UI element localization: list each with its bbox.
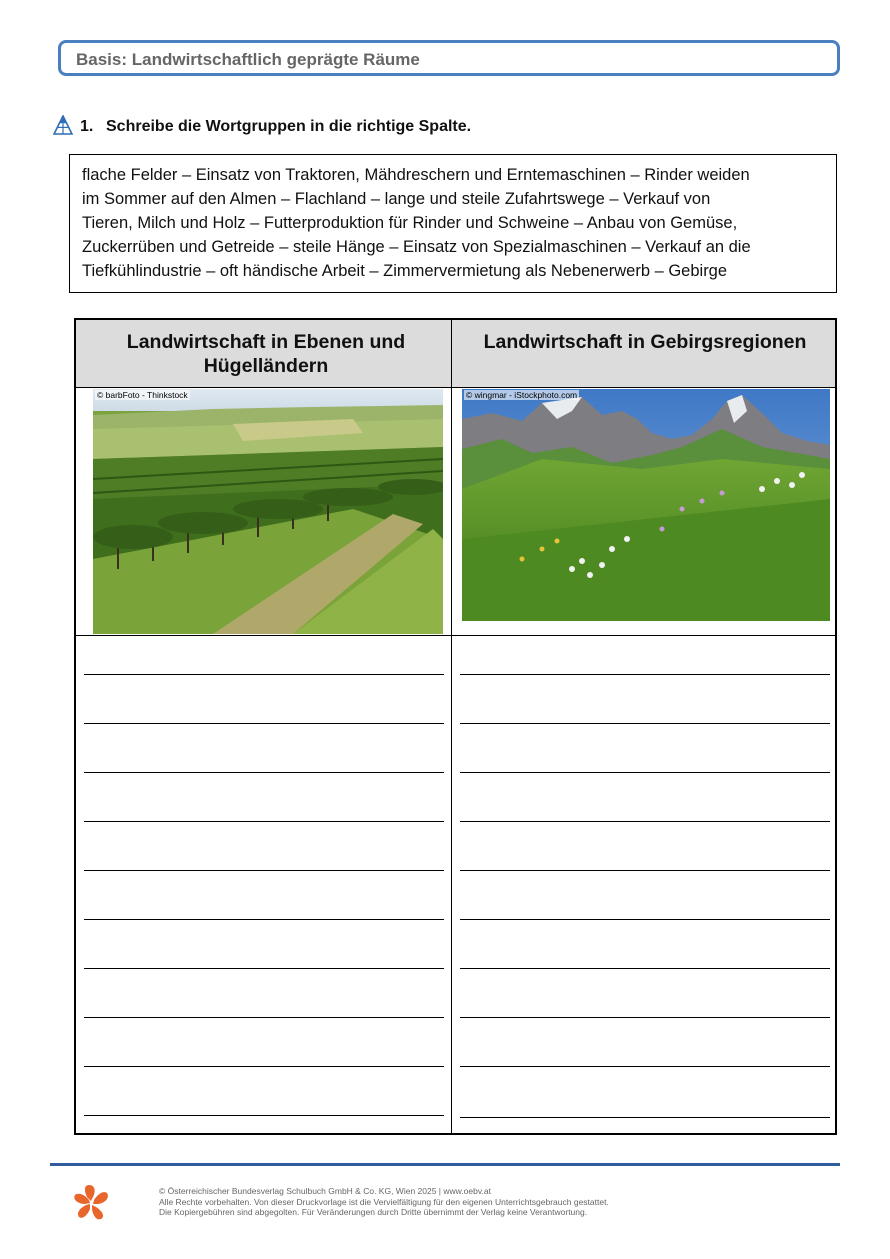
answer-line-left[interactable] <box>84 1115 444 1116</box>
answer-line-left[interactable] <box>84 870 444 871</box>
column-heading-mountains: Landwirtschaft in Gebirgsregionen <box>483 331 807 353</box>
answer-line-right[interactable] <box>460 919 830 920</box>
answer-line-left[interactable] <box>84 723 444 724</box>
footer-rule <box>50 1163 840 1166</box>
image-row-divider <box>76 635 835 636</box>
task-number: 1. <box>80 118 94 135</box>
word-bank-line: Tiefkühlindustrie – oft händische Arbeit – Zimmervermietung als Nebenerwerb – Gebirge <box>82 262 728 280</box>
answer-line-right[interactable] <box>460 1017 830 1018</box>
answer-line-right[interactable] <box>460 723 830 724</box>
footer-line: Die Kopiergebühren sind abgegolten. Für Veränderungen durch Dritte übernimmt der Verlag keine Verantwortung. <box>159 1207 588 1217</box>
answer-line-right[interactable] <box>460 870 830 871</box>
answer-line-right[interactable] <box>460 1117 830 1118</box>
photo-credit-right: © wingmar - iStockphoto.com <box>466 390 578 400</box>
word-bank-line: flache Felder – Einsatz von Traktoren, Mähdreschern und Erntemaschinen – Rinder weiden <box>82 166 750 184</box>
alpine-meadow-photo <box>462 389 830 621</box>
word-bank-line: Zuckerrüben und Getreide – steile Hänge – Einsatz von Spezialmaschinen – Verkauf an die <box>82 238 751 256</box>
sorting-table <box>74 318 837 1135</box>
photo-credit-left: © barbFoto - Thinkstock <box>97 390 188 400</box>
answer-line-right[interactable] <box>460 821 830 822</box>
column-heading-plains: Landwirtschaft in Ebenen und Hügelländern <box>126 331 406 377</box>
table-header-row <box>76 320 835 388</box>
oebv-logo-icon <box>71 1183 111 1223</box>
word-bank <box>69 154 837 293</box>
word-bank-line: im Sommer auf den Almen – Flachland – lange und steile Zufahrtswege – Verkauf von <box>82 190 711 208</box>
answer-line-right[interactable] <box>460 968 830 969</box>
header-box <box>58 40 840 76</box>
footer-copyright <box>159 1186 609 1218</box>
answer-line-right[interactable] <box>460 674 830 675</box>
answer-line-left[interactable] <box>84 821 444 822</box>
answer-line-right[interactable] <box>460 1066 830 1067</box>
page-title: Basis: Landwirtschaftlich geprägte Räume <box>76 50 420 69</box>
answer-line-left[interactable] <box>84 968 444 969</box>
answer-line-left[interactable] <box>84 919 444 920</box>
answer-line-left[interactable] <box>84 772 444 773</box>
answer-line-left[interactable] <box>84 1066 444 1067</box>
footer-line: © Österreichischer Bundesverlag Schulbuch GmbH & Co. KG, Wien 2025 | www.oebv.at <box>159 1186 491 1196</box>
column-divider <box>451 320 452 1133</box>
answer-line-right[interactable] <box>460 772 830 773</box>
vineyard-photo <box>93 389 443 634</box>
word-bank-line: Tieren, Milch und Holz – Futterproduktion für Rinder und Schweine – Anbau von Gemüse, <box>82 214 738 232</box>
footer-line: Alle Rechte vorbehalten. Von dieser Druckvorlage ist die Vervielfältigung für den eigenen Unterrichtsgebrauch gestattet. <box>159 1196 609 1207</box>
pyramid-level-icon <box>53 115 73 135</box>
answer-line-left[interactable] <box>84 1017 444 1018</box>
answer-line-left[interactable] <box>84 674 444 675</box>
task-instruction: Schreibe die Wortgruppen in die richtige Spalte. <box>106 118 472 135</box>
